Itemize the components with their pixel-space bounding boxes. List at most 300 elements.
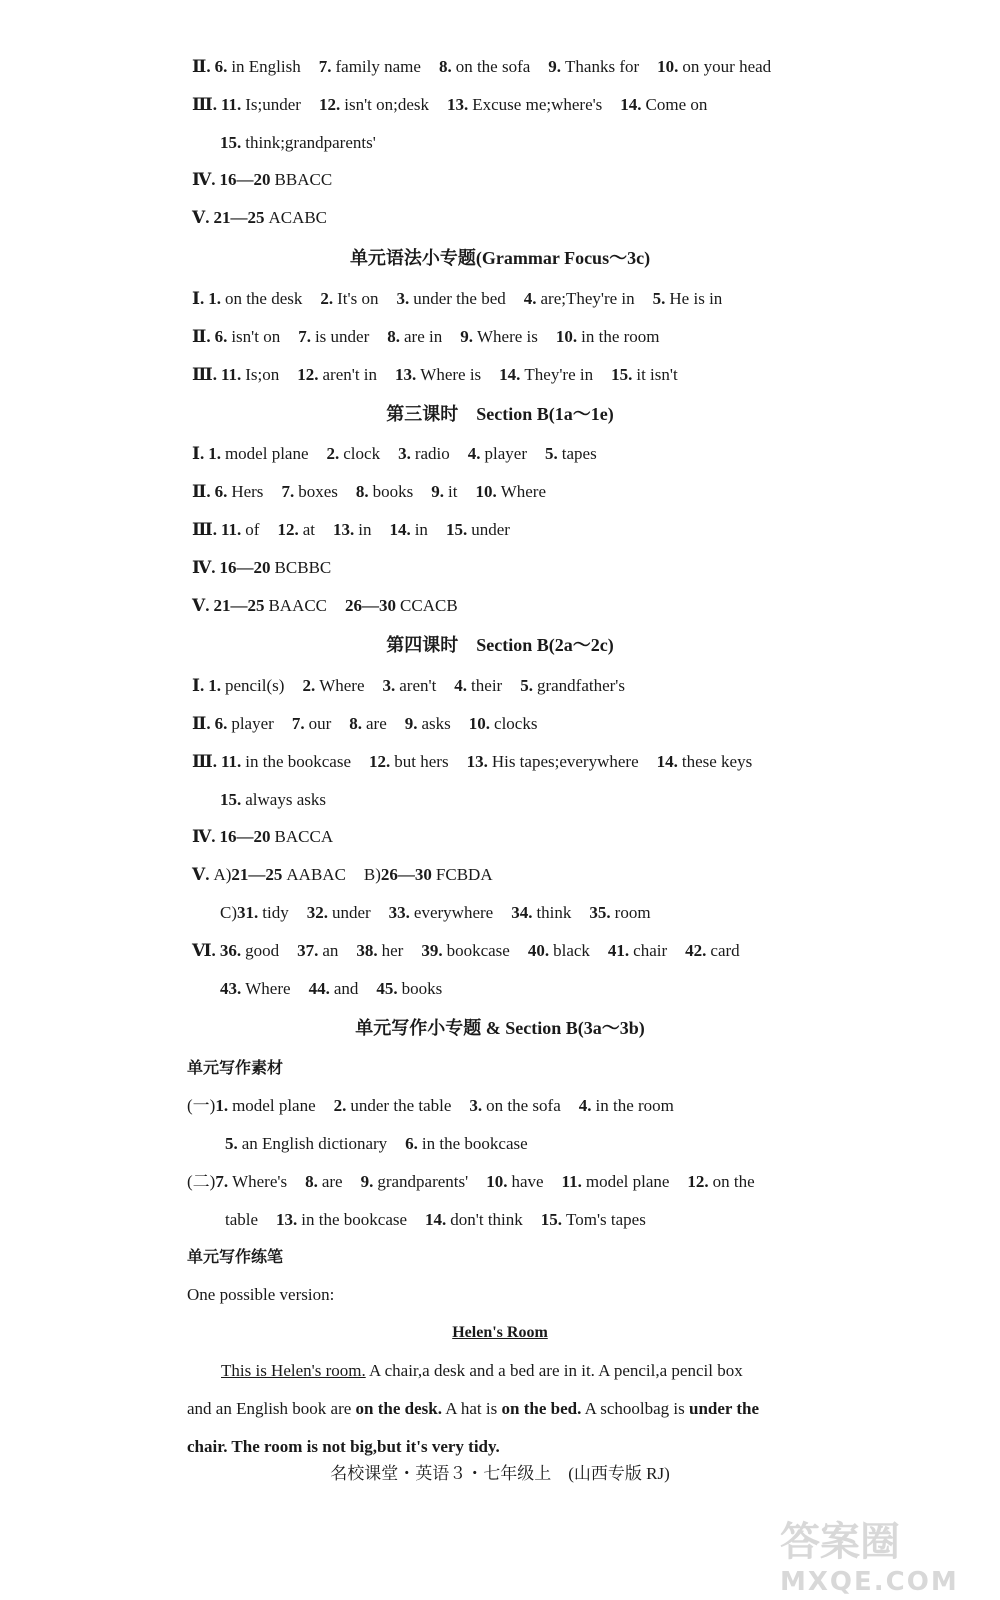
answer-item [376,979,442,998]
item-answer: books [372,482,414,501]
essay-underlined: This is Helen's room. [221,1361,366,1380]
item-answer: under the table [350,1096,452,1115]
answer-item [589,903,650,922]
item-number: 15. [611,365,633,384]
item-answer: Where [500,482,546,501]
essay-paragraph [187,1352,837,1466]
item-answer: BACCA [274,827,334,846]
item-number: 8. [387,327,400,346]
item-answer: on your head [682,57,772,76]
answer-row [192,480,564,504]
item-answer: in English [231,57,301,76]
item-number: 6. [214,57,228,76]
item-answer: at [302,520,315,539]
answer-item [556,327,660,346]
answer-item [439,57,530,76]
item-number: 3. [398,444,411,463]
item-answer: BCBBC [274,558,332,577]
answer-item [611,365,678,384]
answer-item [292,714,331,733]
item-answer: family name [335,57,421,76]
essay-text: A schoolbag is [581,1399,689,1418]
item-number: 2. [302,676,316,695]
answer-item [208,444,308,463]
item-number: 11. [220,752,242,771]
item-answer: Is;on [245,365,280,384]
answer-item [220,827,334,846]
answer-item [215,482,264,501]
item-answer: room [614,903,651,922]
group-prefix: (一) [187,1096,216,1115]
item-answer: isn't on [231,327,281,346]
item-number: 6. [405,1134,418,1153]
roman-numeral: Ⅱ. [192,714,211,733]
item-number: 4. [523,289,537,308]
answer-item [468,444,527,463]
roman-numeral: Ⅲ. [192,95,217,114]
item-answer: our [308,714,332,733]
roman-numeral: Ⅲ. [192,365,217,384]
answer-row [220,901,669,925]
item-number: 7. [215,1172,229,1191]
answer-item [349,714,387,733]
item-answer: under the bed [413,289,506,308]
item-number: 4. [467,444,481,463]
answer-row [192,674,643,698]
answer-row [192,750,770,774]
item-answer: an [322,941,339,960]
group-prefix: (二) [187,1172,216,1191]
answer-item [389,520,427,539]
answer-item [215,714,274,733]
item-answer: are [321,1172,343,1191]
roman-numeral: Ⅰ. [192,676,205,695]
answer-row [220,131,394,155]
answer-item [460,327,538,346]
item-number: 44. [308,979,330,998]
answer-row [225,1132,546,1156]
item-number: 38. [356,941,378,960]
answer-item [398,444,450,463]
essay-line [187,1390,837,1428]
essay-bold: on the desk. [355,1399,442,1418]
answer-row [192,594,476,618]
item-answer: in the bookcase [245,752,352,771]
item-answer: of [245,520,260,539]
item-answer: Come on [645,95,708,114]
item-answer: tapes [561,444,597,463]
item-answer: He is in [669,289,723,308]
answer-item [221,752,351,771]
item-number: 16—20 [219,170,271,189]
item-answer: Tom's tapes [566,1210,646,1229]
item-number: 12. [277,520,299,539]
watermark-url: MXQE.COM [780,1567,959,1597]
answer-item [369,752,449,771]
answer-row [192,712,555,736]
item-answer: It's on [337,289,379,308]
answer-item [361,1172,469,1191]
answer-item [545,444,597,463]
answer-item [548,57,639,76]
answer-item [520,676,625,695]
essay-text: and an English book are [187,1399,356,1418]
item-answer: on the sofa [455,57,531,76]
roman-numeral: Ⅳ. [192,827,216,846]
answer-item [281,482,337,501]
answer-item [215,327,281,346]
answer-item [431,482,457,501]
item-number: 12. [369,752,391,771]
item-answer: think [536,903,572,922]
answer-item [685,941,740,960]
answer-row [192,518,528,542]
roman-numeral: Ⅰ. [192,444,205,463]
item-number: 6. [214,482,228,501]
item-number: 12. [297,365,319,384]
item-answer: are;They're in [540,289,635,308]
section-heading: 第四课时 Section B(2a～2c) [386,635,614,655]
answer-item [302,676,364,695]
answer-item [215,1096,315,1115]
item-answer: in the room [595,1096,674,1115]
item-number: 10. [486,1172,508,1191]
item-answer: boxes [298,482,338,501]
answer-item [208,676,284,695]
item-number: 2. [326,444,340,463]
item-number: 13. [395,365,417,384]
item-answer: His tapes;everywhere [491,752,639,771]
item-number: 13. [447,95,469,114]
item-answer: tidy [262,903,289,922]
answer-row [192,442,615,466]
item-answer: Where [319,676,365,695]
item-number: 11. [220,95,242,114]
item-answer: chair [633,941,668,960]
item-number: 12. [687,1172,709,1191]
item-number: 6. [214,714,228,733]
item-number: 39. [421,941,443,960]
answer-item [327,444,381,463]
answer-item [657,752,753,771]
item-number: 3. [396,289,410,308]
item-answer: Where [245,979,291,998]
item-number: 36. [219,941,242,960]
answer-item [333,520,371,539]
item-answer: these keys [681,752,753,771]
item-answer: AABAC [286,865,346,884]
item-answer: good [245,941,280,960]
answer-row [192,556,349,580]
answer-row [192,863,511,887]
item-answer: on the sofa [486,1096,561,1115]
item-number: 8. [305,1172,318,1191]
item-number: 4. [454,676,468,695]
roman-numeral: Ⅲ. [192,752,217,771]
item-number: 42. [685,941,707,960]
essay-bold: on the bed. [501,1399,582,1418]
answer-row [192,206,345,230]
answer-item [475,482,546,501]
item-number: 13. [332,520,355,539]
item-answer: Where is [476,327,538,346]
item-answer: card [710,941,740,960]
item-answer: black [553,941,590,960]
item-answer: model plane [585,1172,670,1191]
answer-item [220,979,291,998]
item-number: 10. [475,482,497,501]
item-number: 11. [220,520,242,539]
answer-item [499,365,593,384]
item-answer: clock [343,444,381,463]
item-answer: bookcase [446,941,510,960]
item-answer: radio [414,444,450,463]
item-answer: think;grandparents' [245,133,376,152]
item-answer: Where is [420,365,482,384]
answer-item [215,1172,287,1191]
item-number: 16—20 [219,558,271,577]
item-number: 7. [318,57,332,76]
item-number: 15. [220,133,242,152]
essay-text: A hat is [441,1399,502,1418]
item-answer: everywhere [413,903,494,922]
item-number: 14. [499,365,521,384]
answer-row [192,168,350,192]
item-number: 21—25 [213,596,265,615]
item-answer: Excuse me;where's [472,95,603,114]
section-heading: 单元语法小专题(Grammar Focus～3c) [349,248,651,268]
answer-item [221,95,301,114]
answer-item [653,289,723,308]
essay-bold: under the [689,1399,760,1418]
item-number: 6. [214,327,228,346]
item-answer: don't think [450,1210,523,1229]
roman-numeral: Ⅳ. [192,558,216,577]
answer-item [220,170,333,189]
answer-item [297,365,377,384]
answer-item [356,941,403,960]
answer-item [389,903,494,922]
item-number: 8. [355,482,369,501]
answer-item [356,482,413,501]
item-answer: Is;under [245,95,301,114]
item-answer: ACABC [268,208,328,227]
item-answer: their [471,676,503,695]
writing-subheading: 单元写作练笔 [187,1247,284,1266]
item-number: 15. [445,520,468,539]
item-answer: clocks [494,714,538,733]
item-number: 5. [652,289,666,308]
answer-item [541,1210,646,1229]
item-number: 9. [360,1172,374,1191]
answer-item [469,1096,560,1115]
answer-item [447,95,602,114]
item-number: 43. [220,979,242,998]
answer-row [192,325,678,349]
item-number: 11. [220,365,242,384]
item-number: 10. [468,714,491,733]
answer-item [381,865,493,884]
item-number: 10. [555,327,578,346]
item-answer: have [511,1172,544,1191]
answer-item [320,289,378,308]
answer-row [192,55,789,79]
answer-item [297,941,338,960]
answer-item [345,596,458,615]
essay-text: A chair,a desk and a bed are in it. A pencil,a pencil box [365,1361,743,1380]
roman-numeral: Ⅴ. [192,208,210,227]
answer-item [237,903,289,922]
item-number: 8. [438,57,452,76]
item-answer: BAACC [268,596,328,615]
item-answer: Where's [232,1172,288,1191]
item-answer: model plane [224,444,309,463]
item-answer: in [414,520,428,539]
item-answer: player [231,714,274,733]
answer-item [307,903,371,922]
item-number: 1. [208,444,221,463]
answer-item [425,1210,523,1229]
item-answer: always asks [245,790,326,809]
item-answer: Hers [231,482,264,501]
answer-item [221,520,259,539]
roman-numeral: Ⅰ. [192,289,205,308]
item-number: 7. [281,482,295,501]
roman-numeral: Ⅳ. [192,170,216,189]
item-answer: it isn't [636,365,678,384]
item-answer: are in [404,327,443,346]
item-number: 9. [404,714,418,733]
answer-item [486,1172,543,1191]
answer-item [277,520,315,539]
item-number: 33. [388,903,410,922]
answer-item [421,941,510,960]
roman-numeral: Ⅵ. [192,941,216,960]
item-number: 40. [527,941,550,960]
group-prefix: A) [213,865,232,884]
item-answer: model plane [232,1096,316,1115]
answer-row [192,939,758,963]
answer-item [528,941,590,960]
answer-item [511,903,571,922]
answer-item [225,1134,387,1153]
answer-item [467,752,639,771]
item-answer: under [331,903,371,922]
answer-row [192,93,725,117]
item-number: 13. [466,752,488,771]
item-answer: and [333,979,359,998]
item-answer: table [225,1210,259,1229]
answer-item [220,790,326,809]
item-answer: isn't on;desk [344,95,429,114]
item-answer: under [471,520,510,539]
item-number: 13. [276,1210,298,1229]
answer-item [220,133,376,152]
item-answer: in the room [581,327,660,346]
answer-item [213,596,327,615]
answer-row [220,788,344,812]
item-number: 14. [425,1210,447,1229]
item-answer: but hers [394,752,449,771]
item-number: 10. [657,57,679,76]
answer-row [187,1170,773,1194]
item-answer: asks [421,714,451,733]
answer-item [231,865,346,884]
group-prefix: B) [363,865,381,884]
item-answer: player [484,444,528,463]
item-number: 2. [320,289,334,308]
answer-item [215,57,301,76]
item-answer: They're in [524,365,594,384]
roman-numeral: Ⅱ. [192,327,211,346]
item-number: 5. [520,676,533,695]
roman-numeral: Ⅲ. [192,520,217,539]
item-number: 45. [376,979,398,998]
answer-item [298,327,369,346]
item-number: 11. [561,1172,582,1191]
item-answer: it [447,482,458,501]
answer-item [221,365,279,384]
item-answer: Thanks for [565,57,640,76]
item-number: 2. [333,1096,347,1115]
answer-item [387,327,442,346]
item-number: 4. [578,1096,592,1115]
answer-item [309,979,359,998]
answer-item [319,57,421,76]
item-answer: FCBDA [435,865,493,884]
item-answer: grandfather's [536,676,625,695]
answer-row [225,1208,664,1232]
item-number: 5. [225,1134,238,1153]
answer-item [608,941,667,960]
answer-item [454,676,502,695]
watermark-logo [780,1510,980,1597]
roman-numeral: Ⅱ. [192,57,211,76]
answer-item [446,520,510,539]
item-answer: an English dictionary [241,1134,388,1153]
answer-item [469,714,538,733]
item-number: 16—20 [219,827,271,846]
answer-item [220,558,332,577]
item-answer: aren't in [322,365,378,384]
writing-subheading: 单元写作素材 [187,1058,284,1077]
item-number: 21—25 [231,865,283,884]
item-number: 15. [540,1210,563,1229]
item-number: 37. [297,941,319,960]
item-number: 32. [306,903,328,922]
item-answer: grandparents' [377,1172,469,1191]
answer-item [405,1134,528,1153]
roman-numeral: Ⅱ. [192,482,211,501]
roman-numeral: Ⅴ. [192,865,210,884]
answer-item [562,1172,670,1191]
section-heading: 第三课时 Section B(1a～1e) [386,404,614,424]
answer-row [192,287,740,311]
group-prefix: C) [220,903,237,922]
item-number: 3. [382,676,396,695]
roman-numeral: Ⅴ. [192,596,210,615]
item-number: 31. [237,903,259,922]
essay-title: Helen's Room [452,1324,548,1341]
answer-item [524,289,635,308]
answer-item [395,365,481,384]
item-answer: is under [314,327,370,346]
item-answer: books [401,979,443,998]
essay-bold: chair. The room is not big,but it's very tidy. [187,1437,500,1456]
item-number: 14. [656,752,678,771]
answer-item [305,1172,343,1191]
item-number: 35. [589,903,611,922]
